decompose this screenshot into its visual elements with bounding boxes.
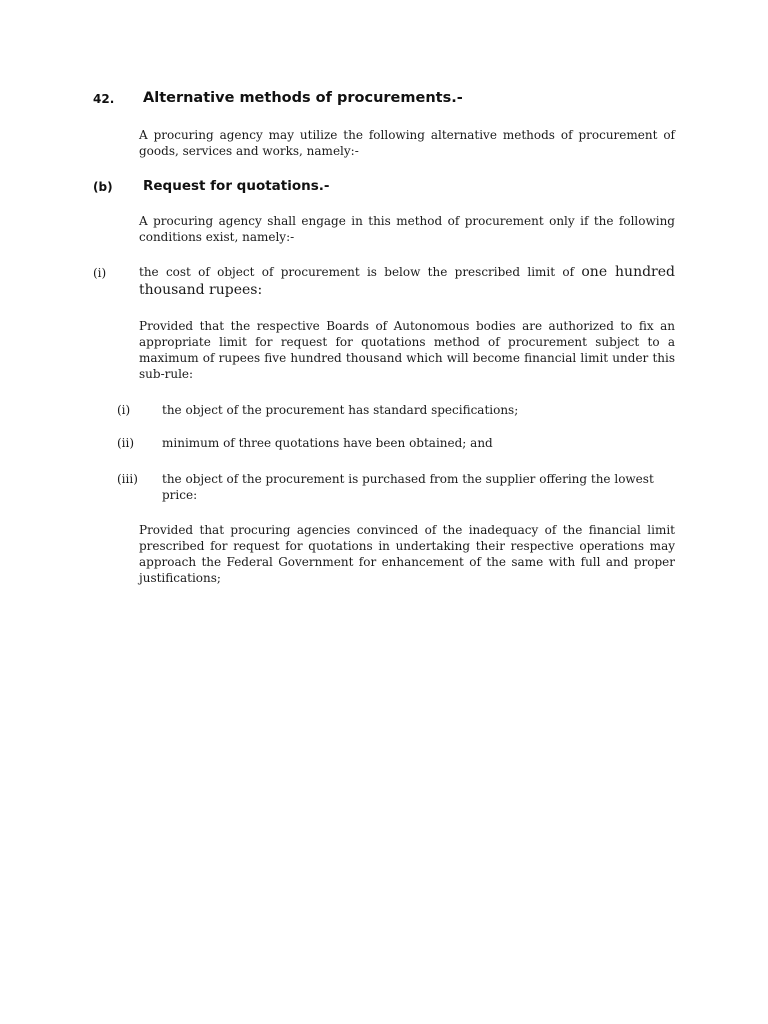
proviso-paragraph-1: Provided that the respective Boards of Autonomous bodies are authorized to fix an appropriate limit for request for quotations method of procurement subject to a maximum of rupees five hundred thousand which will become financial limit under this sub-rule: <box>139 319 675 381</box>
condition-text-b: one hundred <box>581 264 675 280</box>
subsection-intro: A procuring agency shall engage in this method of procurement only if the following conditions exist, namely:- <box>139 214 675 244</box>
section-number: 42. <box>93 92 115 106</box>
proviso-paragraph-2: Provided that procuring agencies convinced of the inadequacy of the financial limit prescribed for request for quotations in undertaking their respective operations may approach the Federal Government for enhancement of the same with full and proper justifications; <box>139 523 675 585</box>
section-title: Alternative methods of procurements.- <box>143 90 463 106</box>
sub-item-text: the object of the procurement is purchased from the supplier offering the lowest price: <box>162 472 654 502</box>
sub-item-label: (iii) <box>117 472 138 486</box>
condition-line-1 <box>139 264 675 280</box>
subsection-label: (b) <box>93 180 113 194</box>
sub-item-text: minimum of three quotations have been obtained; and <box>162 436 493 450</box>
sub-item-label: (ii) <box>117 436 135 450</box>
condition-line-2: thousand rupees: <box>139 282 263 298</box>
section-intro: A procuring agency may utilize the following alternative methods of procurement of goods, services and works, namely:- <box>139 128 675 158</box>
sub-item-label: (i) <box>117 403 131 417</box>
condition-label: (i) <box>93 266 107 280</box>
condition-text-a: the cost of object of procurement is below the prescribed limit of <box>139 265 582 279</box>
sub-item-text: the object of the procurement has standard specifications; <box>162 403 519 417</box>
subsection-title: Request for quotations.- <box>143 178 330 194</box>
